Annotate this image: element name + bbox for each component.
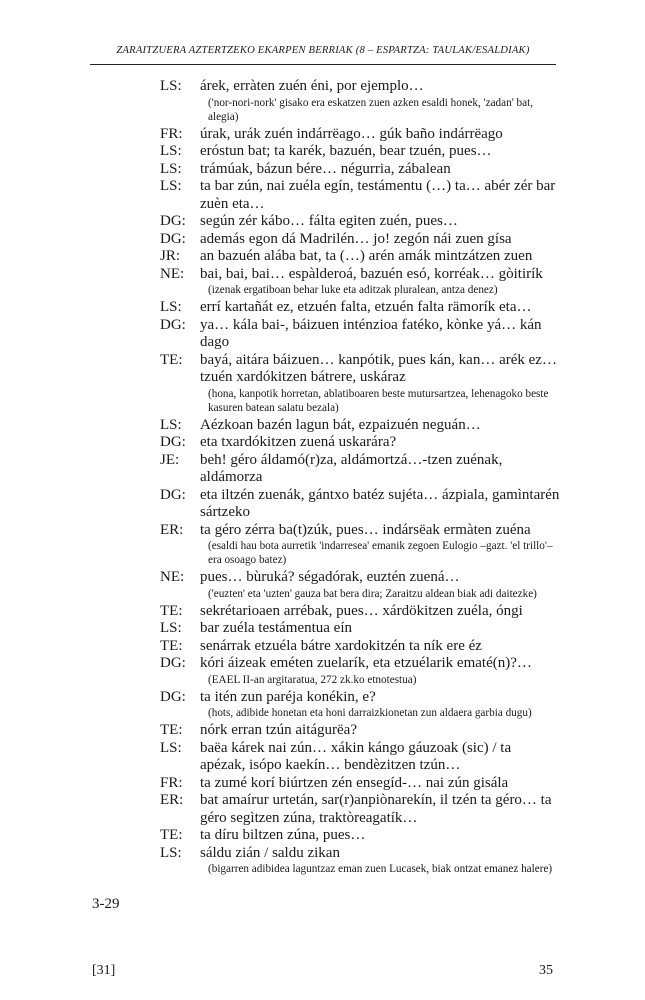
utterance-text: errí kartañát ez, etzuén falta, etzuén falta rämorík eta… [200,299,532,315]
utterance-text: kóri áizeak eméten zuelarík, eta etzuélarik ematé(n)?… [200,655,532,671]
dialogue-line [160,487,560,522]
editorial-note: (hots, adibide honetan eta honi darraizkionetan zun aldaera garbia dugu) [208,707,532,719]
dialogue-transcript [160,78,560,878]
dialogue-line [160,827,560,845]
utterance-text: pues… bùruká? ségadórak, euztén zuená… [200,569,460,585]
utterance-text: eróstun bat; ta karék, bazuén, bear tzuén, pues… [200,143,492,159]
page-number: 35 [539,963,553,978]
utterance-text: beh! géro áldamó(r)za, aldámortzá…-tzen zuénak, aldámorza [200,451,503,485]
utterance-text: nórk erran tzún aitágurëa? [200,722,357,738]
speaker-label: LS: [160,160,182,177]
dialogue-line [160,655,560,673]
editorial-note: (hona, kanpotik horretan, ablatiboaren beste mutursartzea, lehenagoko beste kasuren batean salatu bezala) [208,387,549,414]
margin-reference: 3-29 [92,896,120,912]
utterance-text: eta iltzén zuenák, gántxo batéz sujéta… ázpiala, gamìntarén sártzeko [200,486,560,520]
dialogue-line [160,299,560,317]
utterance-text: bat amaírur urtetán, sar(r)anpiònarekín, il tzén ta géro… ta géro segìtzen zúna, traktòreagatík… [200,792,552,826]
dialogue-line [160,638,560,656]
dialogue-line [160,434,560,452]
utterance-text: trámúak, bázun bére… négurria, zábalean [200,160,451,177]
dialogue-line [160,603,560,621]
speaker-label: FR: [160,774,183,791]
dialogue-line [160,126,560,144]
dialogue-line [160,178,560,213]
dialogue-line [160,417,560,435]
dialogue-line [160,620,560,638]
speaker-label: TE: [160,637,183,654]
dialogue-line [160,792,560,827]
dialogue-line [160,775,560,793]
speaker-label: TE: [160,602,183,619]
speaker-label: LS: [160,416,182,433]
dialogue-line [160,143,560,161]
utterance-text: bayá, aitára báizuen… kanpótik, pues kán, kan… arék ez… tzuén xardókitzen bátrere, uskáraz [200,351,557,385]
utterance-text: Aézkoan bazén lagun bát, ezpaizuén neguán… [200,416,481,433]
editorial-note: ('nor-nori-nork' gisako era eskatzen zuen azken esaldi honek, 'zadan' bat, alegia) [208,96,533,123]
dialogue-line [160,352,560,387]
speaker-label: LS: [160,143,182,159]
utterance-text: baëa kárek nai zún… xákin kángo gáuzoak (sic) / ta apézak, isópo kaekín… bendèzitzen tzún… [200,739,512,773]
utterance-text: además egon dá Madrilén… jo! zegón nái zuen gísa [200,230,512,247]
speaker-label: JR: [160,248,181,264]
speaker-label: ER: [160,521,184,538]
editorial-note: (izenak ergatiboan behar luke eta aditzak pluralean, antza denez) [208,284,498,296]
utterance-text: ta itén zun paréja konékin, e? [200,688,376,705]
dialogue-line [160,452,560,487]
speaker-label: FR: [160,125,183,142]
speaker-label: LS: [160,78,182,94]
dialogue-line [160,522,560,540]
speaker-label: LS: [160,178,182,194]
utterance-text: úrak, urák zuén indárrëago… gúk baño indárrëago [200,125,503,142]
editorial-note: (EAEL II-an argitaratua, 272 zk.ko etnotestua) [208,673,417,686]
speaker-label: JE: [160,451,180,468]
dialogue-line [160,569,560,587]
running-header [90,38,556,65]
speaker-label: DG: [160,688,186,705]
dialogue-line [160,317,560,352]
dialogue-line [160,689,560,707]
speaker-label: DG: [160,486,186,503]
speaker-label: DG: [160,230,186,247]
speaker-label: TE: [160,351,183,368]
utterance-text: bai, bai, bai… espàlderoá, bazuén esó, korréak… gòitirík [200,265,543,282]
dialogue-line [160,161,560,179]
editorial-note: ('euzten' eta 'uzten' gauza bat bera dira; Zaraitzu aldean biak adi daitezke) [208,587,537,600]
speaker-label: DG: [160,316,186,333]
speaker-label: TE: [160,827,183,843]
speaker-label: NE: [160,569,185,585]
dialogue-line [160,213,560,231]
speaker-label: LS: [160,844,182,861]
running-header-title: ZARAITZUERA AZTERTZEKO EKARPEN BERRIAK (8 – ESPARTZA: TAULAK/ESALDIAK) [116,45,530,56]
utterance-text: ta géro zérra ba(t)zúk, pues… indársëak ermàten zuéna [200,521,531,538]
utterance-text: sáldu zián / saldu zikan [200,844,340,861]
dialogue-line [160,266,560,284]
utterance-text: según zér kábo… fálta egiten zuén, pues… [200,213,458,229]
utterance-text: ta díru biltzen zúna, pues… [200,827,366,843]
utterance-text: eta txardókitzen zuená uskarára? [200,434,397,450]
editorial-note: (bigarren adibidea laguntzaz eman zuen Lucasek, biak ontzat emanez halere) [208,863,553,875]
dialogue-line [160,722,560,740]
speaker-label: DG: [160,434,186,450]
dialogue-line [160,740,560,775]
utterance-text: ta zumé korí biúrtzen zén ensegíd-… nai zún gisála [200,774,509,791]
speaker-label: LS: [160,299,182,315]
speaker-label: LS: [160,739,182,756]
speaker-label: TE: [160,722,183,738]
speaker-label: ER: [160,792,184,808]
utterance-text: bar zuéla testámentua eín [200,620,353,636]
speaker-label: DG: [160,655,186,671]
utterance-text: árek, erràten zuén éni, por ejemplo… [200,78,424,94]
speaker-label: DG: [160,213,186,229]
dialogue-line [160,248,560,266]
speaker-label: LS: [160,620,182,636]
utterance-text: sekrétarioaen arrébak, pues… xárdökitzen zuéla, óngi [200,602,523,619]
footer-section-number: [31] [92,963,116,978]
utterance-text: an bazuén alába bat, ta (…) arén amák mintzátzen zuen [200,248,533,264]
dialogue-line [160,845,560,863]
speaker-label: NE: [160,265,185,282]
utterance-text: senárrak etzuéla bátre xardokitzén ta ník ere éz [200,637,482,654]
dialogue-line [160,231,560,249]
dialogue-line [160,78,560,96]
utterance-text: ta bar zún, nai zuéla egín, testámentu (…) ta… abér zér bar zuèn eta… [200,178,556,212]
utterance-text: ya… kála bai-, báizuen inténzioa fatéko, kònke yá… kán dago [200,316,542,350]
editorial-note: (esaldi hau bota aurretik 'indarresea' emanik zegoen Eulogio –gazt. 'el trillo'– era osoago batez) [208,540,553,566]
